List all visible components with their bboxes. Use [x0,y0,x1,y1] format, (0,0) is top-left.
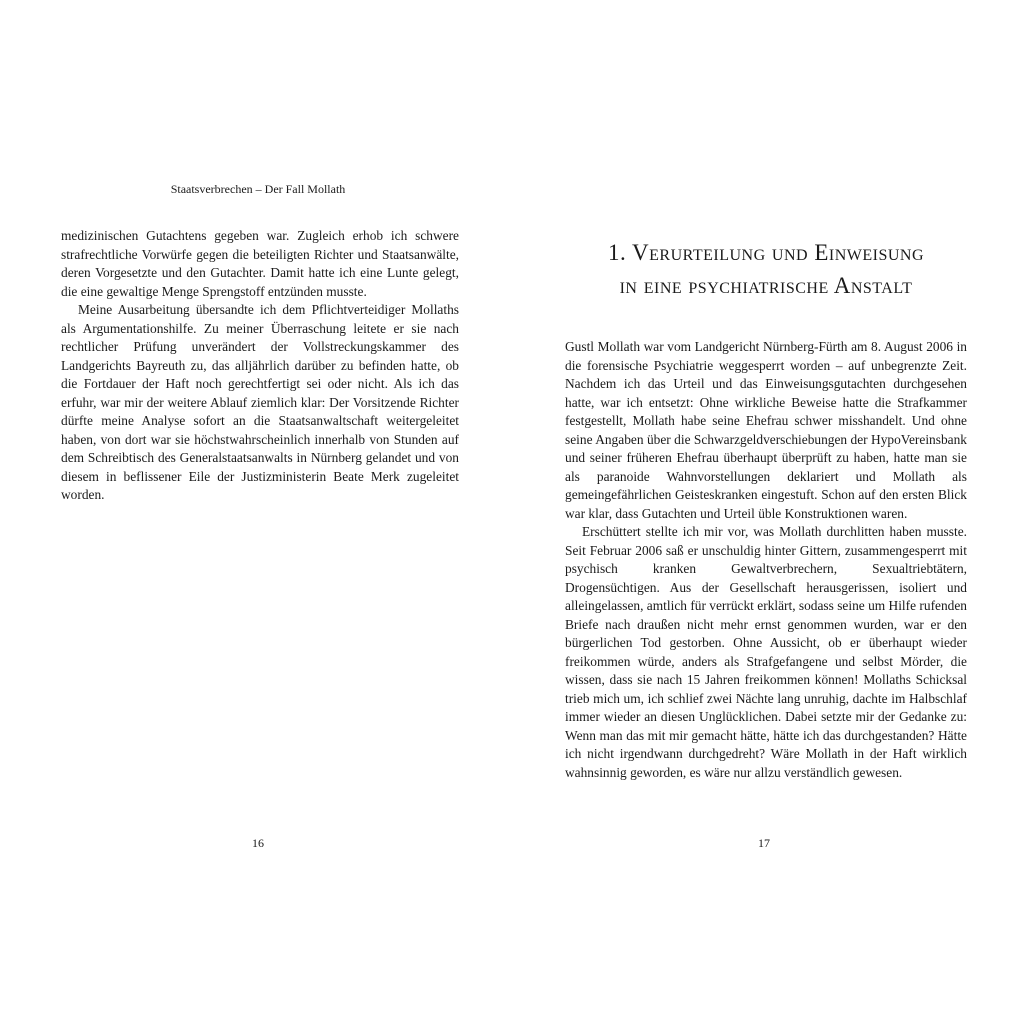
chapter-title [564,236,968,302]
page-number-left: 16 [252,836,264,850]
chapter-title-line-1: 1. Verurteilung und Einweisung [607,240,925,265]
left-body-text [61,227,459,505]
running-head: Staatsverbrechen – Der Fall Mollath [170,182,346,196]
right-paragraph-2: Erschüttert stellte ich mir vor, was Mollath durchlitten haben musste. Seit Februar 2006 saß er unschuldig hinter Gittern, zusammengesperrt mit psychisch kranken Gewaltverbrechern, Sexualtriebtätern, Drogensüchtigen. Aus der Gesellschaft herausgerissen, isoliert und alleingelassen, amtlich für verrückt erklärt, sodass seine um Hilfe rufenden Briefe nach draußen nicht mehr ernst genommen wurden, war er den bürgerlichen Tod gestorben. Ohne Aussicht, ob er überhaupt wieder freikommen würde, anders als Strafgefangene und selbst Mörder, die wissen, dass sie nach 15 Jahren freikommen können! Mollaths Schicksal trieb mich um, ich schlief zwei Nächte lang unruhig, dachte im Halbschlaf immer wieder an diesen Unglücklichen. Dabei setzte mir der Gedanke zu: Wenn man das mit mir gemacht hätte, hätte ich das durchgestanden? Hätte ich nicht irgendwann durchgedreht? Wäre Mollath in der Haft wirklich wahnsinnig geworden, es wäre nur allzu verständlich gewesen. [565,524,967,780]
right-body-text [565,338,967,782]
right-page [512,0,1024,1024]
page-number-right: 17 [758,836,770,850]
left-paragraph-2: Meine Ausarbeitung übersandte ich dem Pflichtverteidiger Mollaths als Argumentationshilfe. Zu meiner Überraschung leitete er sie nach rechtlicher Prüfung unverändert der Vollstreckungskammer des Landgerichts Bayreuth zu, das alljährlich darüber zu befinden hatte, ob die Fortdauer der Haft noch gerechtfertigt sei oder nicht. Als ich das erfuhr, war mir der weitere Ablauf ziemlich klar: Der Vorsitzende Richter dürfte meine Analyse sofort an die Staatsanwaltschaft weitergeleitet haben, von dort war sie höchstwahrscheinlich innerhalb von Stunden auf dem Schreibtisch des Generalstaatsanwalts in Nürnberg gelandet und von diesem in beflissener Eile der Justizministerin Beate Merk zugeleitet worden. [61,302,459,502]
left-paragraph-1: medizinischen Gutachtens gegeben war. Zugleich erhob ich schwere strafrechtliche Vorwürfe gegen die beteiligten Richter und Staatsanwälte, deren Vorgesetzte und den Gutachter. Damit hatte ich eine Lunte gelegt, die eine gewaltige Menge Sprengstoff entzünden musste. [61,228,459,299]
right-paragraph-1: Gustl Mollath war vom Landgericht Nürnberg-Fürth am 8. August 2006 in die forensische Psychiatrie weggesperrt worden – auf unbegrenzte Zeit. Nachdem ich das Urteil und das Einweisungsgutachten durchgesehen hatte, war ich entsetzt: Ohne wirkliche Beweise hatte die Strafkammer festgestellt, Mollath habe seine Ehefrau schwer misshandelt. Und ohne seine Angaben über die Schwarzgeldverschiebungen der HypoVereinsbank und seiner früheren Ehefrau überhaupt überprüft zu haben, hatte man sie als paranoide Wahnvorstellungen deklariert und Mollath als gemeingefährlichen Geisteskranken eingestuft. Schon auf den ersten Blick war klar, dass Gutachten und Urteil üble Konstruktionen waren. [565,339,967,521]
chapter-title-line-2: in eine psychiatrische Anstalt [619,273,913,298]
